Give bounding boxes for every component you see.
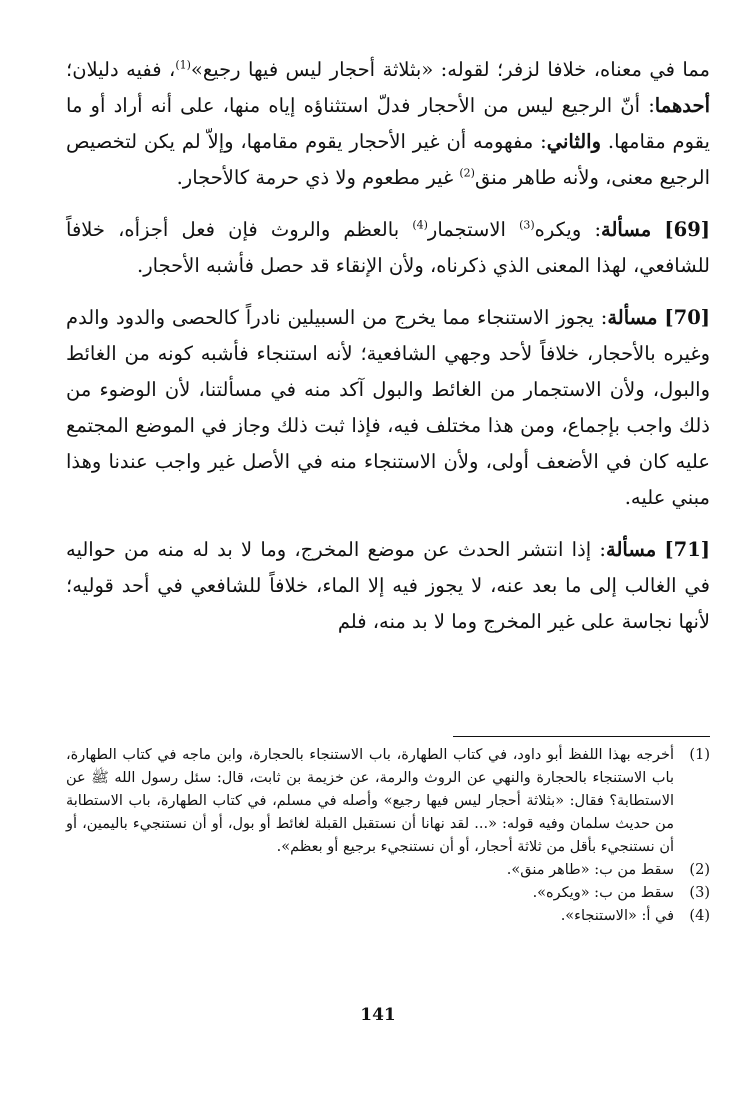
text-run: : إذا انتشر الحدث عن موضع المخرج، وما لا بد له منه من حواليه في الغالب إلى ما بعد عنه، لا يجوز فيه إلا الماء، خلافاً للشافعي في أحد قوليه؛ لأنها نجاسة على غير المخرج وما لا بد منه، فلم [66,538,710,633]
text-run: غير مطعوم ولا ذي حرمة كالأحجار. [176,166,460,189]
paragraph-issue-71 [66,532,710,640]
text-run: الاستجمار [427,218,520,241]
keyword-first: أحدهما [654,94,710,117]
footnote-text: أخرجه بهذا اللفظ أبو داود، في كتاب الطهارة، باب الاستنجاء بالحجارة، وابن ماجه في كتاب الطهارة، باب الاستنجاء بالحجارة والنهي عن الروث والرمة، عن خزيمة بن ثابت، قال: سئل رسول الله ﷺ عن الاستطابة؟ فقال: «بثلاثة أحجار ليس فيها رجيع» وأصله في مسلم، في كتاب الطهارة، باب الاستطابة من حديث سلمان وفيه قوله: «... لقد نهانا أن نستقبل القبلة لغائط أو بول، أو أن نستنجيء باليمين، أو أن نستنجيء بأقل من ثلاثة أحجار، أو أن نستنجيء برجيع أو بعظم». [66,747,674,855]
footnote-marker-4: (4) [412,218,428,232]
footnote-number: (1) [689,747,710,763]
footnote-divider [453,736,710,737]
issue-number: [71] [664,538,710,561]
text-run: : يجوز الاستنجاء مما يخرج من السبيلين نادراً كالحصى والدود والدم وغيره بالأحجار، خلافاً لأحد وجهي الشافعية؛ لأنه استنجاء فأشبه كونه من الغائط والبول، ولأن الاستجمار من الغائط والبول آكد منه في مسألتنا، لأن الوضوء من ذلك واجب بإجماع، ومن هذا مختلف فيه، فإذا ثبت ذلك وجاز في الموضع المجتمع عليه كان في الأضعف أولى، ولأن الاستنجاء منه في الأصل غير واجب عندنا وهذا مبني عليه. [66,306,710,509]
footnotes [66,744,710,928]
issue-number: [69] [664,218,710,241]
footnote-marker-1: (1) [175,58,191,72]
footnote-number: (2) [689,862,710,878]
text-run: مما في معناه، خلافا لزفر؛ لقوله: «بثلاثة أحجار ليس فيها رجيع» [190,58,710,81]
issue-label: مسألة [607,306,658,329]
text-run: : مفهومه أن غير الأحجار يقوم مقامها، وإلاّ لم يكن لتخصيص الرجيع معنى، ولأنه طاهر منق [66,130,710,189]
footnote-text: سقط من ب: «ويكره». [532,885,674,901]
footnote-text: في أ: «الاستنجاء». [560,908,674,924]
footnote [66,859,710,882]
text-run: : أنّ الرجيع ليس من الأحجار فدلّ استثناؤه إياه منها، على أنه أراد أو ما يقوم مقامها. [66,94,710,153]
issue-label: مسألة [605,538,657,561]
keyword-second: والثاني [546,130,602,153]
paragraph-issue-69 [66,212,710,284]
paragraph-intro [66,52,710,196]
text-run: بالعظم والروث فإن فعل أجزأه، خلافاً للشافعي، لهذا المعنى الذي ذكرناه، ولأن الإنقاء قد حصل فأشبه الأحجار. [66,218,710,277]
text-run: ، ففيه دليلان؛ [66,58,176,81]
footnote [66,882,710,905]
footnote-number: (3) [689,885,710,901]
page-number: 141 [360,1005,396,1025]
footnote [66,905,710,928]
footnote-text: سقط من ب: «طاهر منق». [506,862,674,878]
issue-label: مسألة [601,218,652,241]
issue-number: [70] [664,306,710,329]
main-text [66,52,710,656]
footnote [66,744,710,859]
footnote-marker-3: (3) [519,218,535,232]
footnote-number: (4) [689,908,710,924]
text-run: : ويكره [534,218,602,241]
footnote-marker-2: (2) [459,166,475,180]
paragraph-issue-70 [66,300,710,516]
